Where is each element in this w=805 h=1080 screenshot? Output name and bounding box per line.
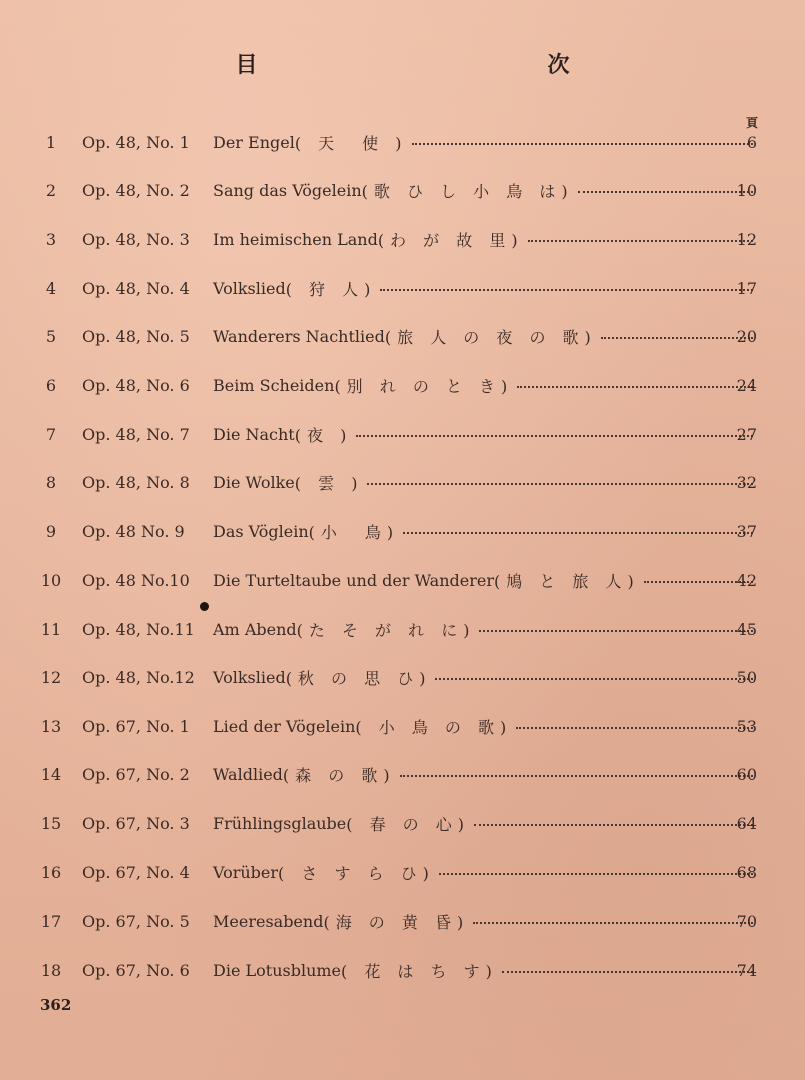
entry-opus: Op. 67, No. 1 [82,716,190,736]
entry-japanese-title: ( 雲 ) [294,473,364,493]
toc-entry-15 [0,801,805,845]
entry-japanese-title: ( 花 は ち す) [341,961,498,981]
dot-leader [412,143,753,145]
entry-number: 12 [40,667,62,687]
entry-japanese-title: (旅 人 の 夜 の 歌) [384,327,597,347]
toc-entry-2 [0,168,805,212]
entry-opus: Op. 48, No. 8 [82,472,190,492]
entry-number: 9 [45,521,57,541]
toc-entry-14 [0,752,805,796]
entry-german-title: Wanderers Nachtlied [213,326,385,346]
entry-german-title: Beim Scheiden [213,375,335,395]
entry-opus: Op. 48, No. 6 [82,375,190,395]
entry-german-title: Das Vöglein [213,521,309,541]
ink-speck [200,602,209,611]
entry-title [213,471,757,494]
entry-opus: Op. 48, No. 3 [82,229,190,249]
entry-opus: Op. 67, No. 2 [82,764,190,784]
entry-german-title: Am Abend [213,619,297,639]
dot-leader [403,532,753,534]
entry-japanese-title: ( 小 鳥 の 歌) [355,717,513,737]
entry-german-title: Die Lotusblume [213,960,342,980]
footer-page-number: 362 [40,996,72,1014]
toc-entry-16 [0,850,805,894]
entry-number: 7 [45,424,57,444]
entry-german-title: Die Turteltaube und der Wanderer [213,570,494,590]
entry-japanese-title: (夜 ) [294,425,353,445]
dot-leader [502,971,753,973]
entry-japanese-title: ( 天 使 ) [294,133,408,153]
entry-japanese-title: ( 春 の 心) [346,814,471,834]
entry-number: 16 [40,862,62,882]
toc-entry-11 [0,607,805,651]
entry-japanese-title: (小 鳥) [308,522,400,542]
entry-opus: Op. 48 No. 9 [82,521,185,541]
entry-page: 45 [736,619,757,639]
entry-opus: Op. 48, No.12 [82,667,195,687]
entry-title [213,959,757,982]
entry-opus: Op. 48 No.10 [82,570,190,590]
entry-german-title: Waldlied [213,764,283,784]
entry-title [213,423,757,446]
entry-page: 64 [736,813,757,833]
entry-page: 20 [736,326,757,346]
dot-leader [439,873,753,875]
dot-leader [380,289,753,291]
dot-leader [367,483,753,485]
entry-page: 37 [736,521,757,541]
entry-opus: Op. 48, No.11 [82,619,195,639]
entry-opus: Op. 48, No. 5 [82,326,190,346]
entry-title [213,666,757,689]
entry-german-title: Frühlingsglaube [213,813,347,833]
entry-page: 17 [736,278,757,298]
entry-title [213,277,757,300]
entry-page: 60 [736,764,757,784]
entry-number: 15 [40,813,62,833]
entry-number: 3 [45,229,57,249]
toc-entry-12 [0,655,805,699]
toc-entry-6 [0,363,805,407]
entry-japanese-title: (森 の 歌) [282,765,396,785]
entry-opus: Op. 48, No. 1 [82,132,190,152]
entry-german-title: Volkslied [213,667,286,687]
entry-number: 8 [45,472,57,492]
entry-title [213,228,757,251]
entry-page: 70 [736,911,757,931]
entry-german-title: Sang das Vögelein [213,180,362,200]
toc-entry-9 [0,509,805,553]
entry-number: 6 [45,375,57,395]
entry-german-title: Vorüber [213,862,279,882]
entry-opus: Op. 67, No. 6 [82,960,190,980]
entry-german-title: Die Wolke [213,472,295,492]
toc-entry-5 [0,314,805,358]
toc-entry-3 [0,217,805,261]
entry-title [213,131,757,154]
entry-opus: Op. 67, No. 3 [82,813,190,833]
entry-number: 4 [45,278,57,298]
entry-opus: Op. 48, No. 4 [82,278,190,298]
toc-entry-8 [0,460,805,504]
entry-japanese-title: ( さ す ら ひ) [278,863,435,883]
entry-number: 17 [40,911,62,931]
dot-leader [516,727,753,729]
entry-german-title: Im heimischen Land [213,229,378,249]
entry-title [213,179,757,202]
toc-entry-13 [0,704,805,748]
dot-leader [474,824,753,826]
toc-entry-17 [0,899,805,943]
entry-opus: Op. 67, No. 5 [82,911,190,931]
toc-entry-7 [0,412,805,456]
entry-page: 24 [736,375,757,395]
entry-japanese-title: ( 狩 人) [285,279,377,299]
dot-leader [473,922,753,924]
entry-number: 2 [45,180,57,200]
entry-number: 11 [40,619,62,639]
entry-page: 27 [736,424,757,444]
page-column-label: 頁 [746,116,759,130]
entry-german-title: Die Nacht [213,424,295,444]
entry-page: 32 [736,472,757,492]
entry-page: 53 [736,716,757,736]
entry-german-title: Meeresabend [213,911,324,931]
entry-title [213,374,757,397]
entry-title [213,861,757,884]
entry-page: 74 [736,960,757,980]
entry-opus: Op. 67, No. 4 [82,862,190,882]
dot-leader [528,240,753,242]
entry-page: 6 [746,132,757,152]
toc-entry-4 [0,266,805,310]
dot-leader [517,386,753,388]
entry-japanese-title: (海 の 黄 昏) [323,912,470,932]
dot-leader [400,775,753,777]
dot-leader [356,435,753,437]
entry-number: 10 [40,570,62,590]
entry-page: 42 [736,570,757,590]
entry-number: 13 [40,716,62,736]
entry-title [213,569,757,592]
entry-page: 68 [736,862,757,882]
entry-title [213,520,757,543]
entry-title [213,325,757,348]
entry-title [213,715,757,738]
entry-japanese-title: (歌 ひ し 小 鳥 は) [361,181,574,201]
page-title: 目 次 [235,52,652,78]
entry-japanese-title: (秋 の 思 ひ) [285,668,432,688]
entry-page: 50 [736,667,757,687]
entry-number: 1 [45,132,57,152]
dot-leader [479,630,753,632]
entry-title [213,763,757,786]
entry-title [213,812,757,835]
entry-number: 5 [45,326,57,346]
toc-entry-1 [0,120,805,164]
entry-title [213,618,757,641]
toc-entry-10 [0,558,805,602]
entry-number: 14 [40,764,62,784]
entry-opus: Op. 48, No. 7 [82,424,190,444]
entry-german-title: Lied der Vögelein [213,716,356,736]
entry-japanese-title: (鳩 と 旅 人) [493,571,640,591]
entry-page: 10 [736,180,757,200]
entry-japanese-title: (別 れ の と き) [334,376,514,396]
entry-number: 18 [40,960,62,980]
entry-german-title: Der Engel [213,132,295,152]
entry-japanese-title: (わ が 故 里) [377,230,524,250]
toc-entry-18 [0,948,805,992]
dot-leader [435,678,753,680]
entry-opus: Op. 48, No. 2 [82,180,190,200]
entry-german-title: Volkslied [213,278,286,298]
entry-japanese-title: (た そ が れ に) [296,620,476,640]
entry-title [213,910,757,933]
entry-page: 12 [736,229,757,249]
